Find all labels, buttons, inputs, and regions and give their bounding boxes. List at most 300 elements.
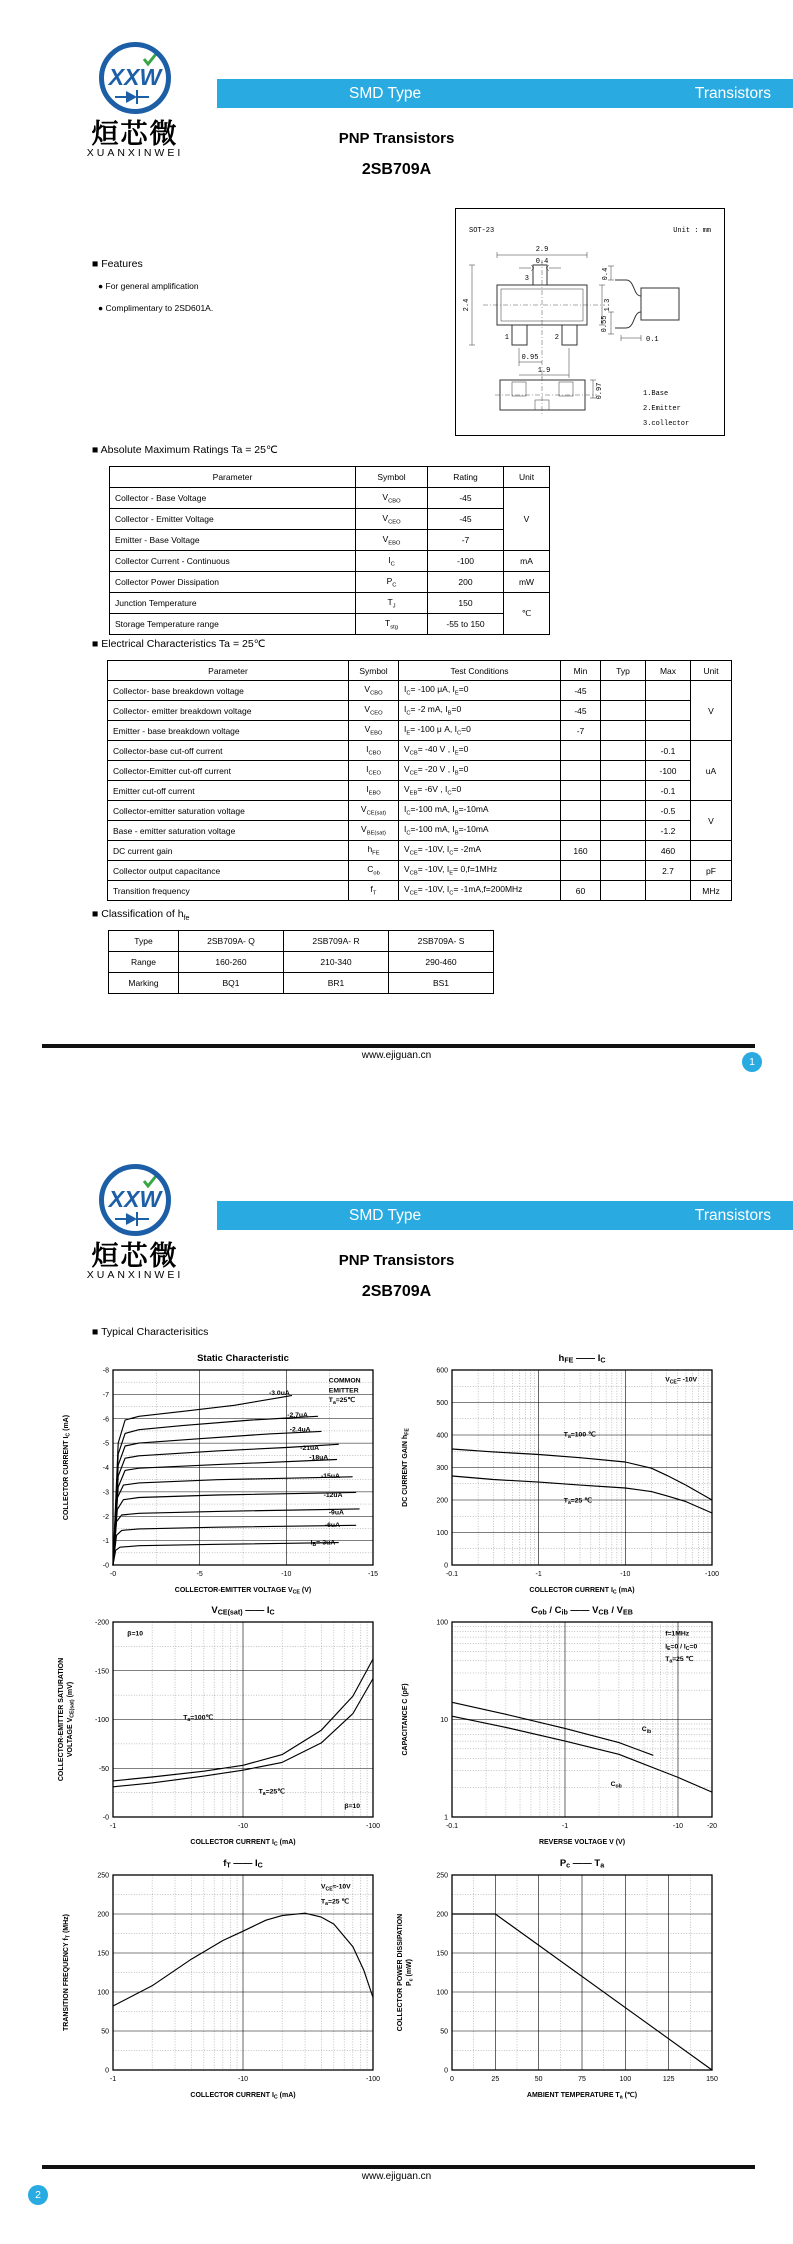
dim-span: 1.9 [537, 367, 551, 375]
table-cell [561, 821, 601, 841]
svg-text:COLLECTOR-EMITTER SATURATION: COLLECTOR-EMITTER SATURATION [58, 1657, 65, 1782]
table-cell: 2SB709A- S [389, 931, 494, 952]
table-cell: $V_{EBO}$ [356, 530, 428, 551]
table-cell [601, 681, 646, 701]
header-band [217, 1201, 793, 1230]
table-cell: $I_{CEO}$ [349, 761, 399, 781]
svg-text:-2: -2 [102, 1513, 109, 1521]
footer-url[interactable]: www.ejiguan.cn [361, 1050, 432, 1061]
hfe-classification-table [108, 930, 494, 994]
dim-lead-thickness: 0.4 [602, 267, 610, 281]
column-header: Typ [601, 661, 646, 681]
table-cell: Storage Temperature range [110, 614, 356, 635]
table-cell: Emitter - Base Voltage [110, 530, 356, 551]
svg-text:10: 10 [440, 1717, 448, 1724]
svg-text:-1: -1 [109, 2076, 117, 2083]
table-cell: $V_{CE}= -20$ V , $I_B=0$ [399, 761, 561, 781]
logo-accent [144, 54, 156, 64]
table-cell [601, 761, 646, 781]
company-logo [97, 40, 173, 116]
table-cell [561, 761, 601, 781]
table-row [108, 801, 732, 821]
table-cell: Collector Current - Continuous [110, 551, 356, 572]
svg-text:0: 0 [444, 1562, 448, 1570]
svg-text:-6: -6 [102, 1416, 109, 1424]
table-cell: -100 [428, 551, 504, 572]
table-cell: 200 [428, 572, 504, 593]
table-cell: $C_{ob}$ [349, 861, 399, 881]
diode-triangle-icon [126, 91, 137, 103]
company-name-cn: 烜芯微 [91, 119, 179, 149]
svg-text:-150: -150 [94, 1668, 109, 1676]
classification-heading: ■ Classification of $h_{fe}$ [92, 908, 190, 923]
svg-text:-100: -100 [704, 1571, 720, 1578]
svg-text:150: 150 [706, 2076, 718, 2083]
table-row [108, 841, 732, 861]
vce-sat-vs-ic [57, 1600, 402, 1852]
table-cell: $V_{CE(sat)}$ [349, 801, 399, 821]
svg-text:COLLECTOR CURRENT IC (mA): COLLECTOR CURRENT $I_C$ (mA) [190, 2092, 296, 2101]
table-cell: DC current gain [108, 841, 349, 861]
table-cell: $I_C= -100$ μA, $I_E=0$ [399, 681, 561, 701]
svg-text:-10: -10 [672, 1823, 684, 1830]
table-cell: $I_E= -100$ μ A, $I_C=0$ [399, 721, 561, 741]
table-cell: mW [504, 572, 550, 593]
pc-vs-ta [396, 1853, 741, 2105]
svg-text:200: 200 [97, 1911, 109, 1919]
package-name: SOT-23 [469, 227, 495, 235]
svg-text:IE=0 / IC=0: $I_E=0 / I_C=0$ [665, 1643, 698, 1652]
table-cell [561, 741, 601, 761]
dim-body-height: 2.4 [463, 298, 471, 312]
svg-text:AMBIENT TEMPERATURE Ta (℃): AMBIENT TEMPERATURE $T_a$ (℃) [526, 2092, 638, 2101]
svg-text:-1: -1 [561, 1823, 569, 1830]
table-row [109, 973, 494, 994]
svg-text:COLLECTOR POWER DISSIPATION: COLLECTOR POWER DISSIPATION [397, 1913, 404, 2032]
package-drawing-sot23 [455, 208, 725, 436]
table-cell [601, 881, 646, 901]
svg-text:500: 500 [436, 1400, 448, 1407]
table-header-row [110, 467, 550, 488]
table-cell [646, 721, 691, 741]
ft-vs-ic [57, 1853, 402, 2105]
table-row [108, 701, 732, 721]
company-name-cn: 烜芯微 [91, 1241, 179, 1271]
dim-standoff: 0.55 [601, 315, 609, 333]
footer-rule [42, 2165, 755, 2169]
svg-text:-10: -10 [281, 1571, 292, 1578]
table-cell: -7 [428, 530, 504, 551]
svg-text:COMMON: COMMON [328, 1377, 361, 1385]
table-cell: Collector- emitter breakdown voltage [108, 701, 349, 721]
column-header: Symbol [349, 661, 399, 681]
svg-text:-1: -1 [102, 1538, 109, 1546]
pin-label: 2 [554, 334, 559, 342]
svg-text:0: 0 [450, 2076, 454, 2083]
svg-text:100: 100 [436, 1989, 448, 1997]
feature-item: ● Complimentary to 2SD601A. [98, 303, 214, 313]
svg-text:-10: -10 [620, 1571, 631, 1578]
chart-pc-vs-ta [396, 1853, 741, 2105]
table-cell: -45 [561, 701, 601, 721]
package-unit: Unit : mm [673, 227, 711, 235]
svg-text:-3: -3 [102, 1489, 109, 1497]
svg-text:-8: -8 [102, 1367, 109, 1375]
dim-inner-height: 1.3 [604, 298, 612, 312]
svg-text:-9uA: -9uA [328, 1509, 344, 1517]
svg-text:-2.7uA: -2.7uA [287, 1411, 308, 1419]
svg-text:Static Characteristic: Static Characteristic [197, 1353, 289, 1364]
table-row [108, 761, 732, 781]
typical-characteristics-heading: ■ Typical Characterisitics [92, 1326, 209, 1338]
page2-header [0, 1122, 793, 1322]
table-cell: $P_C$ [356, 572, 428, 593]
dim-top-width: 2.9 [535, 246, 549, 254]
svg-text:-5: -5 [102, 1440, 109, 1448]
table-cell [646, 881, 691, 901]
svg-text:COLLECTOR CURRENT IC (mA): COLLECTOR CURRENT $I_C$ (mA) [190, 1839, 296, 1848]
svg-text:-0.1: -0.1 [445, 1823, 459, 1830]
svg-text:-15uA: -15uA [321, 1473, 340, 1481]
svg-text:VCE(sat) —— IC: VCE(sat) —— IC [211, 1605, 275, 1617]
table-cell: $V_{BE(sat)}$ [349, 821, 399, 841]
table-cell: Emitter - base breakdown voltage [108, 721, 349, 741]
table-cell: $V_{CEO}$ [356, 509, 428, 530]
table-cell: $V_{CBO}$ [349, 681, 399, 701]
table-cell: $V_{CB}= -10V$, $I_E= 0,f=1MHz$ [399, 861, 561, 881]
table-row [110, 509, 550, 530]
absolute-maximum-ratings-table [109, 466, 550, 635]
chart-hfe-vs-ic [396, 1348, 741, 1600]
table-row [110, 551, 550, 572]
band-transistors: Transistors [694, 84, 771, 102]
table-cell [691, 841, 732, 861]
table-cell: -45 [561, 681, 601, 701]
svg-text:EMITTER: EMITTER [328, 1387, 359, 1395]
table-cell [646, 701, 691, 721]
table-cell: 290-460 [389, 952, 494, 973]
column-header: Parameter [108, 661, 349, 681]
table-cell: Collector- base breakdown voltage [108, 681, 349, 701]
logo-monogram: XXW [108, 64, 162, 90]
table-cell: Collector - Emitter Voltage [110, 509, 356, 530]
table-cell: -0.1 [646, 781, 691, 801]
table-cell: 150 [428, 593, 504, 614]
table-cell: BR1 [284, 973, 389, 994]
table-cell [601, 861, 646, 881]
svg-text:-100: -100 [365, 1823, 381, 1830]
svg-text:Ta=25℃: $T_a=25℃$ [328, 1397, 355, 1406]
table-row [110, 488, 550, 509]
table-cell: Collector-Emitter cut-off current [108, 761, 349, 781]
table-cell: $I_C$ [356, 551, 428, 572]
svg-text:-5: -5 [196, 1571, 203, 1578]
logo-monogram: XXW [108, 1186, 162, 1212]
svg-text:f=1MHz: f=1MHz [665, 1630, 690, 1638]
footer-url[interactable]: www.ejiguan.cn [361, 2171, 432, 2182]
table-cell [601, 821, 646, 841]
pin-label: 1 [504, 334, 509, 342]
table-cell [561, 861, 601, 881]
legend-base: 1.Base [643, 390, 669, 398]
chart-static-characteristic [57, 1348, 402, 1600]
table-cell: 2SB709A- Q [179, 931, 284, 952]
table-cell: -7 [561, 721, 601, 741]
svg-text:REVERSE VOLTAGE V (V): REVERSE VOLTAGE V (V) [538, 1839, 626, 1846]
footer-rule [42, 1044, 755, 1048]
svg-text:50: 50 [101, 2028, 109, 2036]
svg-text:Cib: $C_{ib}$ [641, 1726, 652, 1735]
chart-ft-vs-ic [57, 1853, 402, 2105]
svg-text:400: 400 [436, 1432, 448, 1440]
abs-max-heading: ■ Absolute Maximum Ratings Ta = 25℃ [92, 444, 278, 456]
svg-text:-15: -15 [367, 1571, 379, 1578]
svg-text:-0: -0 [102, 1562, 109, 1570]
legend-collector: 3.collector [643, 420, 690, 428]
svg-text:Pc —— Ta: Pc —— Ta [559, 1858, 605, 1870]
svg-text:-100: -100 [365, 2076, 381, 2083]
column-header: Test Conditions [399, 661, 561, 681]
svg-text:150: 150 [436, 1950, 448, 1958]
diode-triangle-icon [126, 1213, 137, 1225]
table-cell: V [691, 681, 732, 741]
table-cell: Collector output capacitance [108, 861, 349, 881]
svg-text:-0.1: -0.1 [445, 1571, 459, 1578]
svg-text:200: 200 [436, 1497, 448, 1505]
svg-text:-20: -20 [706, 1823, 718, 1830]
table-cell: MHz [691, 881, 732, 901]
svg-text:-3.0uA: -3.0uA [269, 1389, 290, 1397]
svg-text:-6uA: -6uA [324, 1521, 341, 1529]
table-cell: 160 [561, 841, 601, 861]
svg-text:IB=-3uA: $I_B=-3uA$ [310, 1539, 336, 1549]
table-cell: $I_{EBO}$ [349, 781, 399, 801]
capacitance-vs-voltage [396, 1600, 741, 1852]
table-row [109, 931, 494, 952]
svg-text:75: 75 [578, 2076, 586, 2083]
svg-text:-10: -10 [237, 1823, 249, 1830]
table-cell: $V_{CEO}$ [349, 701, 399, 721]
electrical-characteristics-table [107, 660, 732, 901]
page-number-badge: 2 [28, 2185, 48, 2205]
svg-text:100: 100 [619, 2076, 632, 2083]
page2-footer [0, 2161, 793, 2221]
table-cell: 460 [646, 841, 691, 861]
svg-text:VCE= -10V: $V_{CE}= -10V$ [665, 1376, 698, 1386]
dim-pitch: 0.95 [521, 354, 539, 362]
svg-text:1: 1 [444, 1814, 448, 1822]
column-header: Max [646, 661, 691, 681]
svg-text:-7: -7 [102, 1391, 109, 1399]
table-cell [601, 841, 646, 861]
dim-tab-width: 0.4 [535, 258, 549, 266]
company-logo [97, 1162, 173, 1238]
svg-text:TRANSITION FREQUENCY fT (M: TRANSITION FREQUENCY $f_T$ (MHz) [63, 1913, 72, 2032]
svg-text:Ta=25 ℃: $T_a=25$ ℃ [563, 1497, 592, 1507]
table-cell: Junction Temperature [110, 593, 356, 614]
table-cell [561, 781, 601, 801]
svg-text:-50: -50 [98, 1765, 109, 1773]
table-row [108, 721, 732, 741]
table-row [108, 781, 732, 801]
table-row [110, 530, 550, 551]
band-smd-type: SMD Type [349, 84, 422, 102]
feature-item: ● For general amplification [98, 281, 199, 291]
legend-emitter: 2.Emitter [643, 405, 681, 413]
table-cell: $T_J$ [356, 593, 428, 614]
table-cell: V [691, 801, 732, 841]
table-row [110, 614, 550, 635]
svg-text:VOLTAGE VCE(sat) (mV): VOLTAGE $V_{CE(sat)}$ (mV) [67, 1681, 76, 1758]
table-header-row [108, 661, 732, 681]
svg-text:125: 125 [662, 2076, 675, 2083]
table-row [108, 881, 732, 901]
table-cell: pF [691, 861, 732, 881]
svg-text:-0: -0 [102, 1814, 109, 1822]
table-row [108, 741, 732, 761]
svg-text:200: 200 [436, 1911, 448, 1919]
svg-text:-200: -200 [94, 1619, 109, 1627]
dim-height: 0.97 [596, 382, 604, 400]
svg-text:250: 250 [97, 1872, 109, 1880]
header-band [217, 79, 793, 108]
svg-text:hFE —— IC: hFE —— IC [558, 1353, 606, 1365]
table-cell: $V_{CE}= -10V$, $I_C= -1mA,f=200MHz$ [399, 881, 561, 901]
column-header: Symbol [356, 467, 428, 488]
table-cell: -0.5 [646, 801, 691, 821]
table-cell [646, 681, 691, 701]
svg-text:β=10: β=10 [127, 1630, 143, 1638]
table-cell: $V_{CB}= -40$ V , $I_E=0$ [399, 741, 561, 761]
table-cell: Transition frequency [108, 881, 349, 901]
column-header: Rating [428, 467, 504, 488]
band-transistors: Transistors [694, 1206, 771, 1224]
table-cell [601, 741, 646, 761]
table-row [108, 681, 732, 701]
svg-text:150: 150 [97, 1950, 109, 1958]
column-header: Parameter [110, 467, 356, 488]
svg-text:-18uA: -18uA [309, 1454, 329, 1462]
page-number-badge: 1 [742, 1052, 762, 1072]
svg-text:β=10: β=10 [344, 1803, 361, 1811]
pin-label: 3 [524, 275, 529, 283]
table-cell: mA [504, 551, 550, 572]
svg-text:-2.4uA: -2.4uA [289, 1426, 311, 1434]
company-name-en: XUANXINWEI [86, 147, 184, 159]
svg-text:COLLECTOR CURRENT IC (mA): COLLECTOR CURRENT $I_C$ (mA) [63, 1414, 72, 1521]
page1-footer [0, 1040, 793, 1100]
table-cell: -0.1 [646, 741, 691, 761]
table-cell: $T_{stg}$ [356, 614, 428, 635]
column-header: Min [561, 661, 601, 681]
svg-text:Ta=25 ℃: $T_a=25$ ℃ [321, 1898, 350, 1907]
table-cell: 2.7 [646, 861, 691, 881]
table-cell: Collector-emitter saturation voltage [108, 801, 349, 821]
svg-text:COLLECTOR-EMITTER VOLTAGE VC: COLLECTOR-EMITTER VOLTAGE $V_{CE}$ (V) [174, 1587, 312, 1596]
svg-text:-10: -10 [237, 2076, 249, 2083]
logo-accent [144, 1176, 156, 1186]
column-header: Unit [691, 661, 732, 681]
svg-text:100: 100 [436, 1619, 448, 1627]
table-row [109, 952, 494, 973]
doc-title: PNP Transistors [338, 1252, 455, 1269]
svg-text:25: 25 [491, 2076, 500, 2083]
table-cell: Range [109, 952, 179, 973]
svg-text:fT —— IC: fT —— IC [223, 1858, 263, 1870]
table-cell: 2SB709A- R [284, 931, 389, 952]
part-number: 2SB709A [361, 161, 432, 178]
table-cell: ℃ [504, 593, 550, 635]
table-cell: $V_{EB}= -6V$ , $I_C=0$ [399, 781, 561, 801]
svg-text:Cob / Cib —— VCB / VEB: Cob / Cib —— VCB / VEB [531, 1605, 633, 1617]
chart-vce-sat-vs-ic [57, 1600, 402, 1852]
svg-text:300: 300 [436, 1465, 448, 1472]
table-cell: $I_C= -2$ mA, $I_B=0$ [399, 701, 561, 721]
chart-capacitance-vs-voltage [396, 1600, 741, 1852]
svg-text:Cob: $C_{ob}$ [610, 1780, 622, 1790]
svg-text:100: 100 [436, 1530, 448, 1537]
svg-text:Ta=100 ℃: $T_a=100$ ℃ [563, 1431, 596, 1440]
band-smd-type: SMD Type [349, 1206, 422, 1224]
table-cell: $V_{CE}= -10V$, $I_C= -2mA$ [399, 841, 561, 861]
table-cell [601, 781, 646, 801]
table-cell: $V_{CBO}$ [356, 488, 428, 509]
svg-text:-21uA: -21uA [300, 1444, 320, 1452]
table-cell: -1.2 [646, 821, 691, 841]
svg-text:Ta=25 ℃: $T_a=25$ ℃ [665, 1656, 694, 1665]
table-cell: 160-260 [179, 952, 284, 973]
table-cell: $f_T$ [349, 881, 399, 901]
svg-text:-1: -1 [535, 1571, 542, 1578]
svg-text:DC CURRENT GAIN hFE: DC CURRENT GAIN $h_{FE}$ [402, 1428, 411, 1507]
table-cell: -100 [646, 761, 691, 781]
table-cell: -55 to 150 [428, 614, 504, 635]
svg-text:100: 100 [97, 1989, 109, 1997]
svg-text:COLLECTOR CURRENT IC (mA): COLLECTOR CURRENT $I_C$ (mA) [529, 1587, 635, 1596]
table-cell: BQ1 [179, 973, 284, 994]
table-cell [601, 721, 646, 741]
table-cell [601, 701, 646, 721]
table-cell: $V_{EBO}$ [349, 721, 399, 741]
table-cell: Collector Power Dissipation [110, 572, 356, 593]
table-row [110, 593, 550, 614]
table-cell: Base - emitter saturation voltage [108, 821, 349, 841]
table-row [110, 572, 550, 593]
svg-text:-4: -4 [102, 1465, 109, 1472]
svg-text:-12uA: -12uA [323, 1491, 343, 1499]
svg-text:50: 50 [440, 2028, 448, 2036]
svg-text:0: 0 [444, 2067, 448, 2075]
svg-text:Ta=100℃: $T_a=100℃$ [183, 1714, 214, 1724]
svg-text:Pc (mW): $P_c$ (mW) [406, 1958, 415, 1987]
svg-text:Ta=25℃: $T_a=25℃$ [258, 1788, 285, 1798]
table-cell: -45 [428, 488, 504, 509]
table-cell: Type [109, 931, 179, 952]
table-cell: $I_C=-100$ mA, $I_B=-10mA$ [399, 821, 561, 841]
svg-text:-100: -100 [94, 1717, 109, 1724]
table-cell: BS1 [389, 973, 494, 994]
table-cell: 60 [561, 881, 601, 901]
table-cell: 210-340 [284, 952, 389, 973]
table-cell: $I_{CBO}$ [349, 741, 399, 761]
doc-title: PNP Transistors [338, 130, 455, 147]
dim-gap: 0.1 [646, 336, 659, 344]
svg-text:50: 50 [534, 2076, 543, 2083]
svg-text:-1: -1 [109, 1823, 117, 1830]
part-number: 2SB709A [361, 1283, 432, 1300]
table-cell: Collector-base cut-off current [108, 741, 349, 761]
table-cell: Marking [109, 973, 179, 994]
